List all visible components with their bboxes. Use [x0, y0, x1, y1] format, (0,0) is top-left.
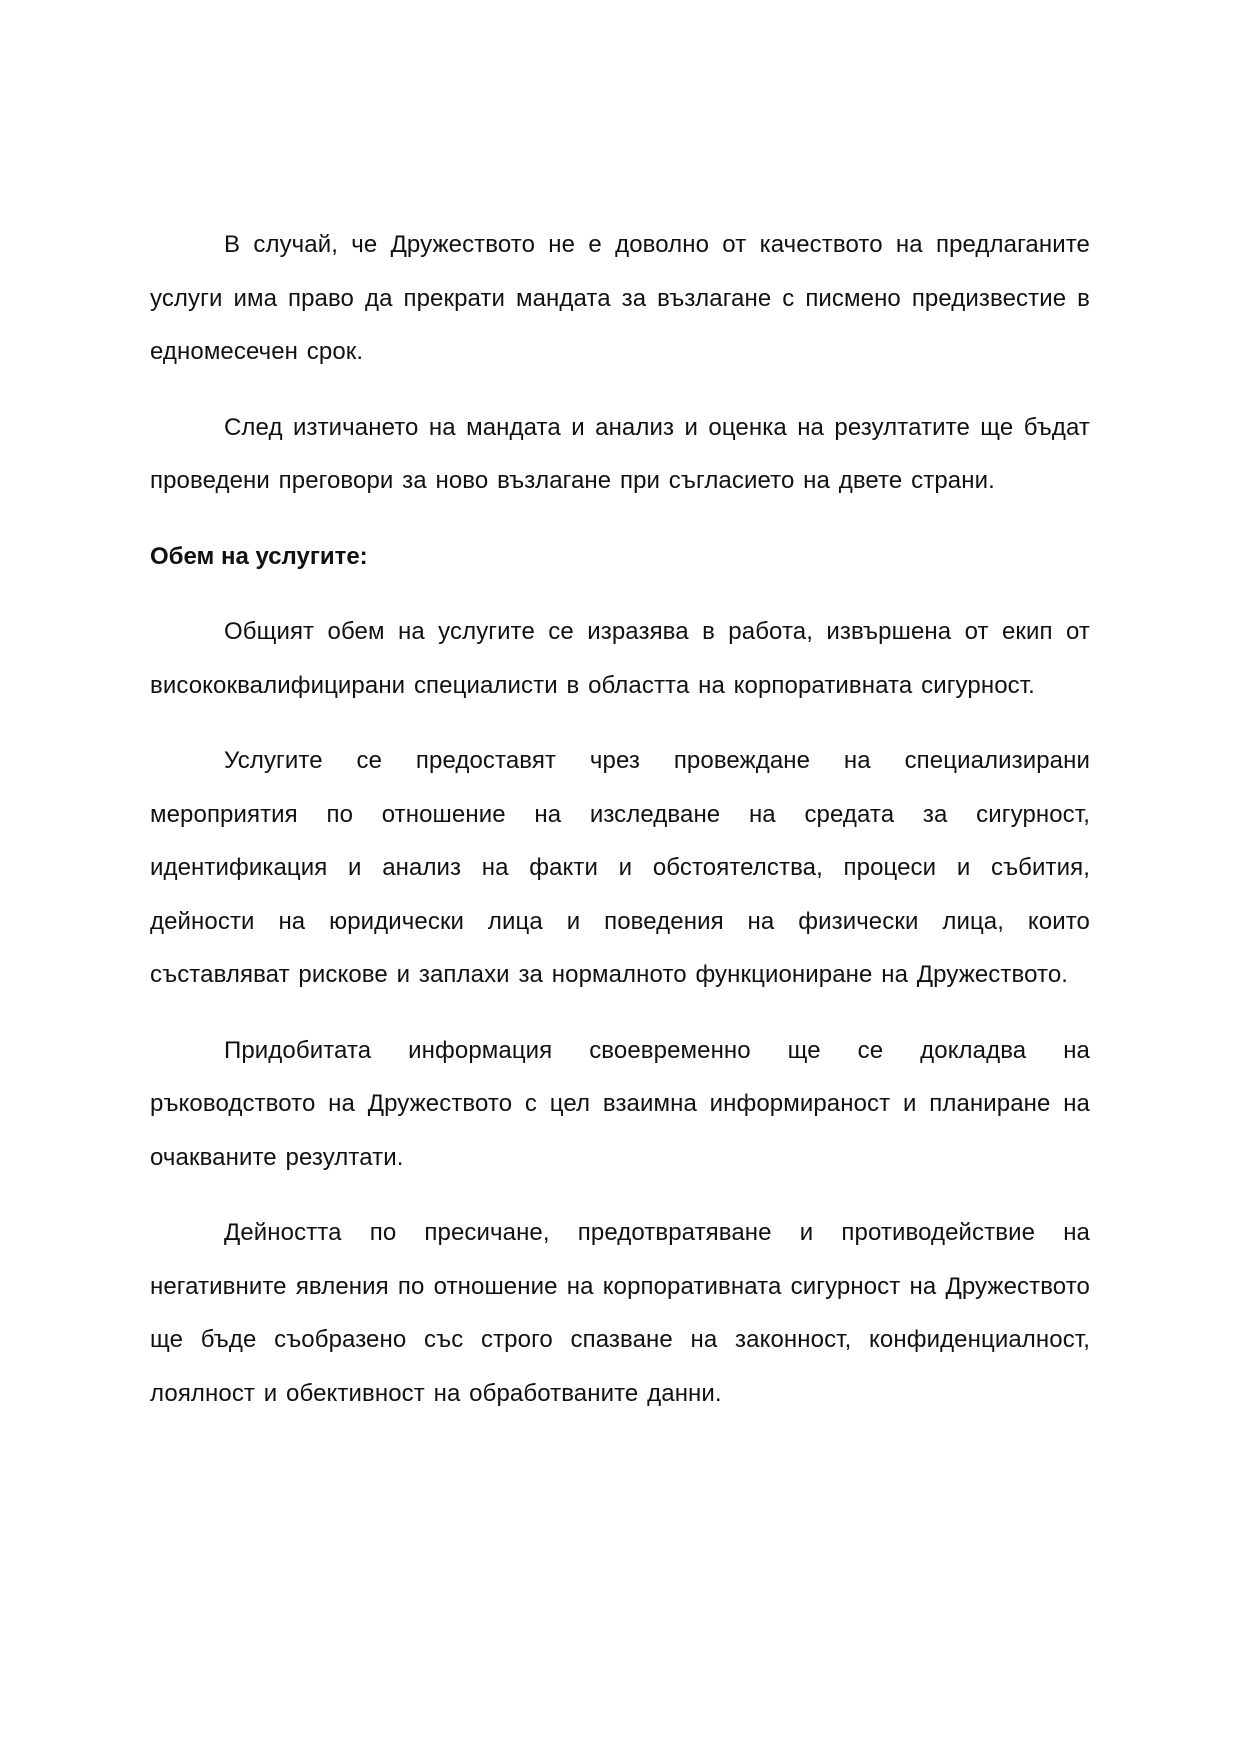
section-heading-scope-of-services: Обем на услугите: [150, 542, 368, 570]
paragraph-dissatisfaction-termination: В случай, че Дружеството не е доволно от качеството на предлаганите услуги има право да прекрати мандата за възлагане с писмено предизвестие в едномесечен срок. [150, 231, 1090, 365]
paragraph-mandate-expiry: След изтичането на мандата и анализ и оценка на резултатите ще бъдат проведени преговори за ново възлагане при съгласието на двете страни. [150, 413, 1090, 494]
paragraph-information-reporting: Придобитата информация своевременно ще се докладва на ръководството на Дружеството с цел взаимна информираност и планиране на очакваните резултати. [150, 1036, 1090, 1171]
paragraph-services-provided: Услугите се предоставят чрез провеждане на специализирани мероприятия по отношение на изследване на средата за сигурност, идентификация и анализ на факти и обстоятелства, процеси и събития, дейности на юридически лица и поведения на физически лица, които съставляват рискове и заплахи за нормалното функциониране на Дружеството. [150, 747, 1090, 988]
paragraph-prevention-activity: Дейността по пресичане, предотвратяване и противодействие на негативните явления по отношение на корпоративната сигурност на Дружеството ще бъде съобразено със строго спазване на законност, конфиденциалност, лоялност и обективност на обработваните данни. [150, 1219, 1090, 1407]
document-body [150, 218, 1090, 1420]
paragraph-total-scope: Общият обем на услугите се изразява в работа, извършена от екип от висококвалифицирани специалисти в областта на корпоративната сигурност. [150, 618, 1090, 699]
